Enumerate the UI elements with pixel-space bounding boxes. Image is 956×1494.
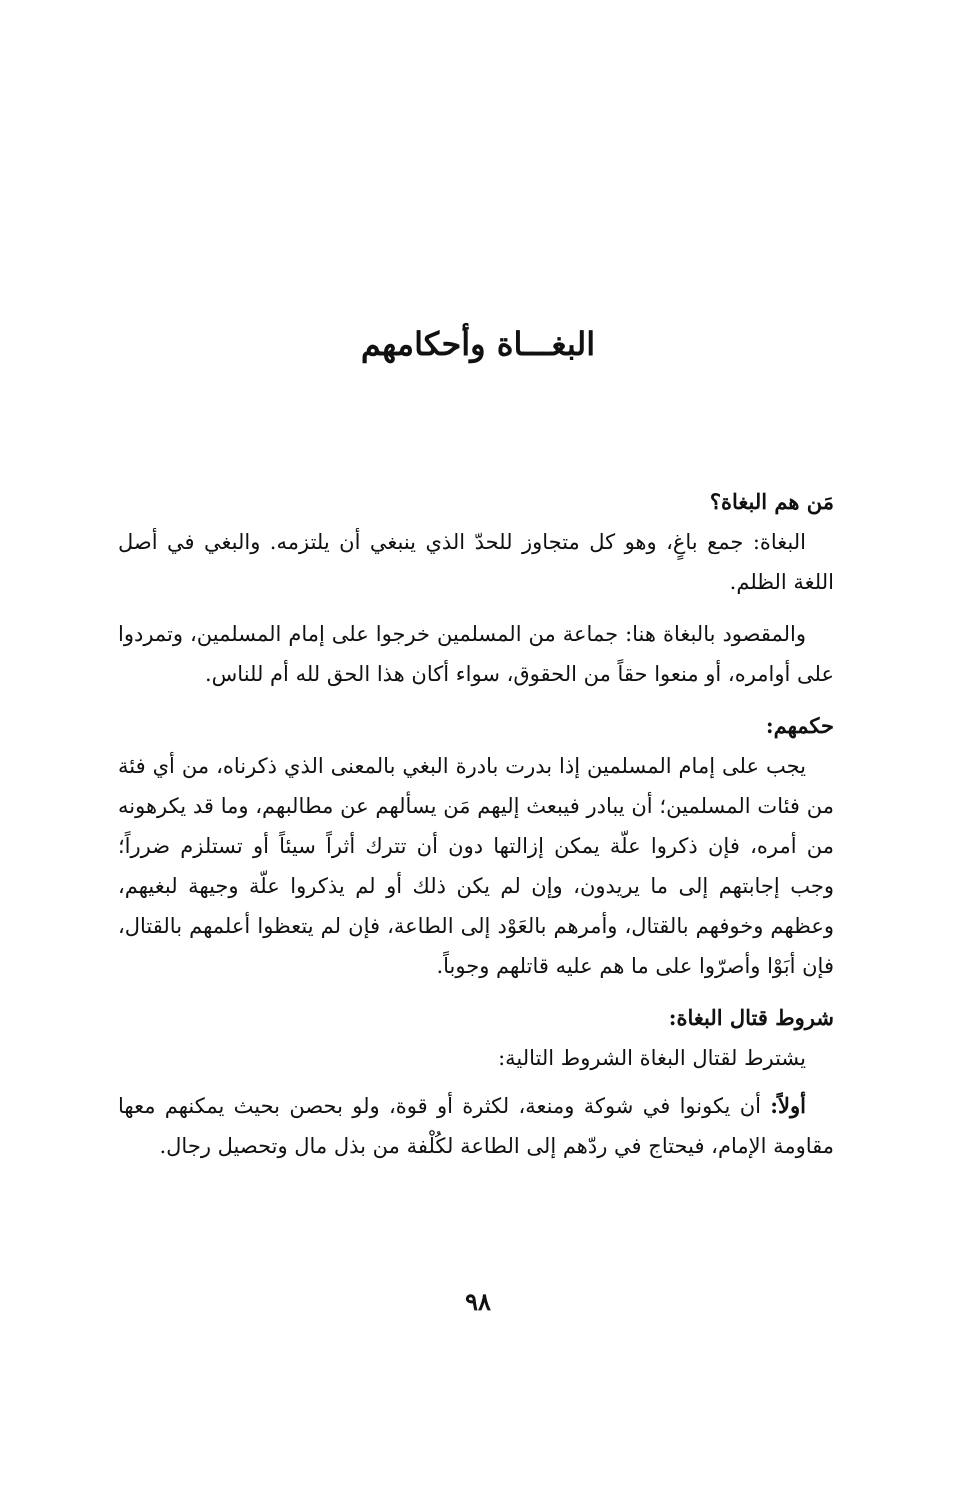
- paragraph-ruling: يجب على إمام المسلمين إذا بدرت بادرة البغي بالمعنى الذي ذكرناه، من أي فئة من فئات المسلمين؛ أن يبادر فيبعث إليهم مَن يسألهم عن مطالبهم، وما قد يكرهونه من أمره، فإن ذكروا علّة يمكن إزالتها دون أن تترك أثراً سيئاً أو تستلزم ضرراً؛ وجب إجابتهم إلى ما يريدون، وإن لم يكن ذلك أو لم يذكروا علّة وجيهة لبغيهم، وعظهم وخوفهم بالقتال، وأمرهم بالعَوْد إلى الطاعة، فإن لم يتعظوا أعلمهم بالقتال، فإن أبَوْا وأصرّوا على ما هم عليه قاتلهم وجوباً.: [118, 754, 834, 978]
- paragraph-conditions-intro: يشترط لقتال البغاة الشروط التالية:: [498, 1046, 806, 1070]
- page-title: البغـــاة وأحكامهم: [360, 325, 596, 364]
- section-heading-ruling: حكمهم:: [765, 713, 834, 738]
- condition-first-label: أولاً:: [770, 1093, 806, 1118]
- paragraph-condition-first: [118, 1086, 834, 1166]
- paragraph-meaning: والمقصود بالبغاة هنا: جماعة من المسلمين خرجوا على إمام المسلمين، وتمردوا على أوامره، أو منعوا حقاً من الحقوق، سواء أكان هذا الحق لله أم للناس.: [118, 622, 834, 686]
- condition-first-text: أن يكونوا في شوكة ومنعة، لكثرة أو قوة، ولو بحصن بحيث يمكنهم معها مقاومة الإمام، فيحتاج في ردّهم إلى الطاعة لكُلْفة من بذل مال وتحصيل رجال.: [118, 1094, 834, 1158]
- section-heading-conditions: شروط قتال البغاة:: [668, 1005, 834, 1030]
- page-body: [118, 482, 834, 1178]
- paragraph-definition: البغاة: جمع باغٍ، وهو كل متجاوز للحدّ الذي ينبغي أن يلتزمه. والبغي في أصل اللغة الظلم.: [118, 530, 834, 594]
- section-heading-who: مَن هم البغاة؟: [709, 489, 834, 514]
- page-number: ٩٨: [465, 1287, 491, 1316]
